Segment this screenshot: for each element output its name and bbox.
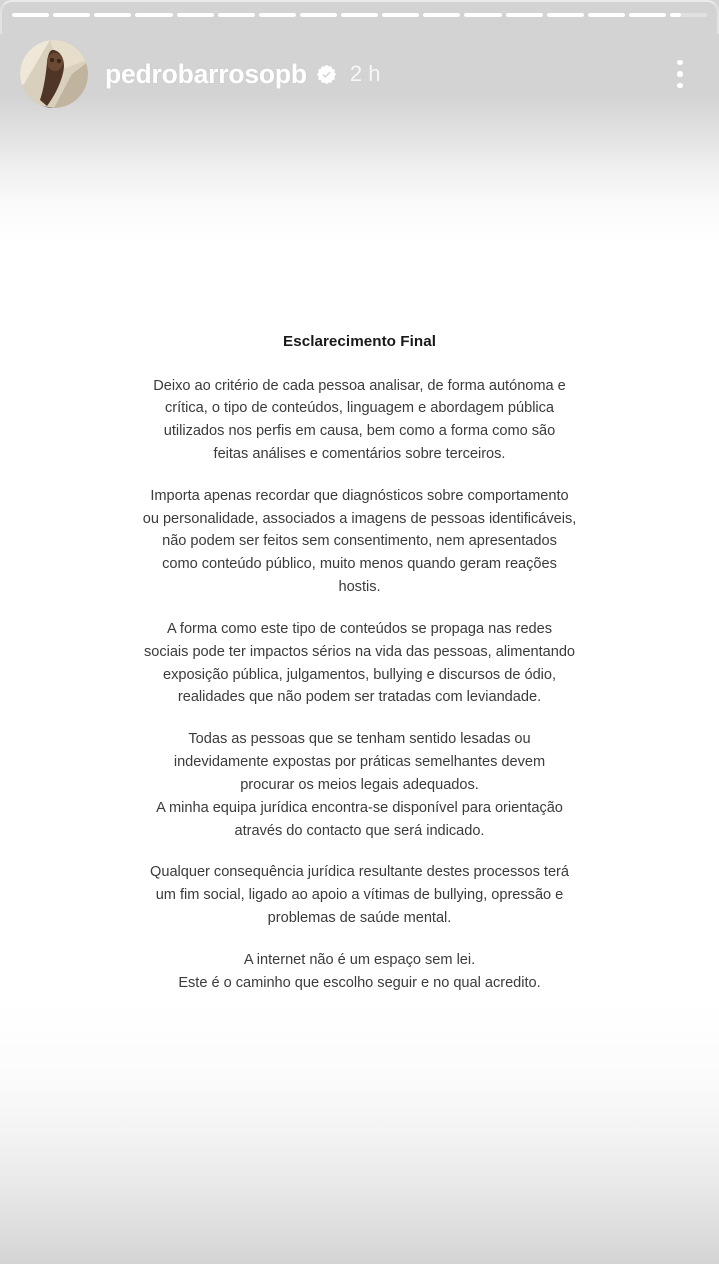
progress-segment[interactable] (670, 13, 707, 17)
verified-badge-icon (316, 64, 337, 85)
story-paragraph (124, 949, 595, 995)
progress-segment[interactable] (423, 13, 460, 17)
story-text-line: Importa apenas recordar que diagnósticos sobre comportamento (150, 487, 569, 504)
progress-segment-fill (382, 13, 419, 17)
story-text-line: Qualquer consequência jurídica resultante destes processos terá (150, 864, 569, 881)
username-label[interactable]: pedrobarrosopb (105, 58, 307, 89)
more-dot (677, 60, 683, 66)
story-paragraph (124, 728, 595, 842)
progress-segment[interactable] (177, 13, 214, 17)
story-text-line: feitas análises e comentários sobre terceiros. (213, 446, 506, 462)
progress-segment-fill (94, 13, 131, 17)
progress-segment-fill (259, 13, 296, 17)
story-text-line: hostis. (338, 579, 381, 596)
story-text-line: A forma como este tipo de conteúdos se propaga nas redes (166, 620, 553, 637)
progress-segment-fill (177, 13, 214, 17)
story-text-line: realidades que não podem ser tratadas com leviandade. (177, 689, 542, 706)
story-text-line: A minha equipa jurídica encontra-se disponível para orientação (156, 799, 563, 816)
story-paragraph (124, 375, 595, 466)
progress-segment[interactable] (382, 13, 419, 17)
story-paragraph-list (124, 375, 595, 995)
progress-segment-fill (588, 13, 625, 17)
story-text-line: sociais pode ter impactos sérios na vida das pessoas, alimentando (143, 643, 576, 660)
story-text-line: não podem ser feitos sem consentimento, nem apresentados (162, 533, 557, 550)
progress-segment[interactable] (218, 13, 255, 17)
story-text-line: problemas de saúde mental. (267, 910, 452, 927)
more-options-icon[interactable] (663, 52, 697, 96)
progress-segment-fill (135, 13, 172, 17)
progress-segment[interactable] (135, 13, 172, 17)
progress-segment[interactable] (341, 13, 378, 17)
progress-segment-fill (629, 13, 666, 17)
header-meta (105, 58, 663, 89)
story-header (0, 38, 719, 110)
progress-segment-fill (53, 13, 90, 17)
story-text-line: crítica, o tipo de conteúdos, linguagem e abordagem pública (164, 400, 555, 417)
story-title: Esclarecimento Final (283, 333, 436, 350)
progress-segment-fill (300, 13, 337, 17)
progress-segment[interactable] (588, 13, 625, 17)
story-text-line: Deixo ao critério de cada pessoa analisar, de forma autónoma e (153, 377, 566, 394)
progress-segment-fill (506, 13, 543, 17)
story-paragraph (124, 485, 595, 599)
progress-segment-fill (218, 13, 255, 17)
progress-segment[interactable] (629, 13, 666, 17)
progress-segment[interactable] (464, 13, 501, 17)
story-text-line: ou personalidade, associados a imagens de pessoas identificáveis, (142, 510, 577, 527)
progress-segment[interactable] (547, 13, 584, 17)
progress-segment-fill (670, 13, 681, 17)
progress-segment-fill (12, 13, 49, 17)
story-text-line: como conteúdo público, muito menos quando geram reações (162, 556, 557, 573)
progress-segment[interactable] (94, 13, 131, 17)
story-text-line: A internet não é um espaço sem lei. (243, 951, 476, 968)
story-text-line: exposição pública, julgamentos, bullying e discursos de ódio, (162, 666, 557, 683)
story-timestamp: 2 h (349, 61, 381, 86)
progress-segment[interactable] (506, 13, 543, 17)
progress-segment-fill (341, 13, 378, 17)
avatar[interactable] (20, 40, 88, 108)
story-text-line: Este é o caminho que escolho seguir e no qual acredito. (178, 974, 541, 991)
story-paragraph (124, 618, 595, 709)
more-dot (677, 83, 683, 89)
story-text-line: Todas as pessoas que se tenham sentido lesadas ou (188, 731, 531, 748)
story-text-line: um fim social, ligado ao apoio a vítimas de bullying, opressão e (155, 887, 564, 904)
profile-avatar-image (20, 40, 88, 108)
progress-segment[interactable] (53, 13, 90, 17)
story-progress-bar (12, 13, 707, 17)
story-text-content (0, 332, 719, 995)
story-text-line: utilizados nos perfis em causa, bem como a forma como são (163, 423, 556, 440)
story-text-line: indevidamente expostas por práticas semelhantes devem (173, 754, 546, 771)
more-dot (677, 71, 683, 77)
progress-segment[interactable] (259, 13, 296, 17)
story-text-line: através do contacto que será indicado. (234, 822, 485, 839)
progress-segment-fill (547, 13, 584, 17)
story-text-line: procurar os meios legais adequados. (240, 776, 479, 793)
progress-segment[interactable] (300, 13, 337, 17)
progress-segment-fill (464, 13, 501, 17)
progress-segment-fill (423, 13, 460, 17)
story-paragraph (124, 861, 595, 929)
progress-segment[interactable] (12, 13, 49, 17)
